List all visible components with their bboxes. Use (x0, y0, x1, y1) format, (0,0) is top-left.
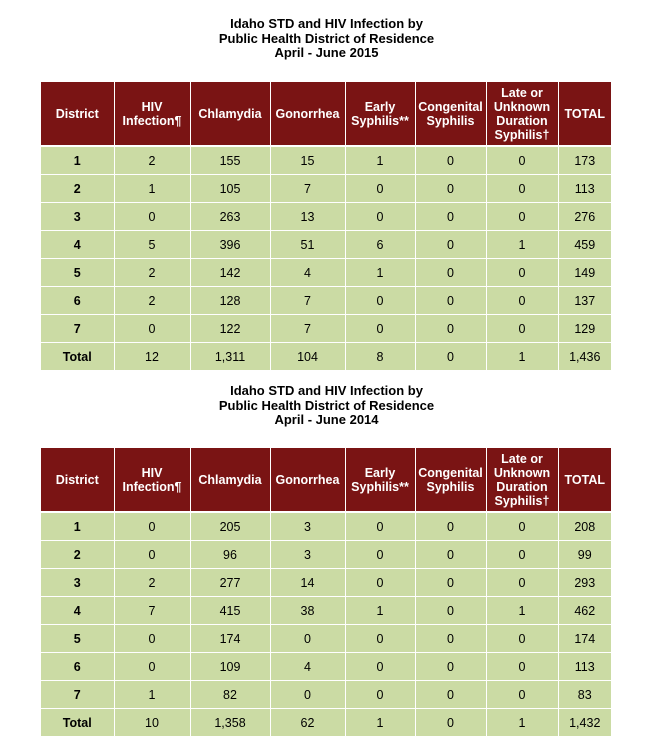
table-cell: 7 (41, 315, 114, 343)
table-cell: 3 (270, 512, 345, 541)
table-cell: 4 (41, 597, 114, 625)
table-cell: 62 (270, 709, 345, 736)
table-cell: 8 (345, 343, 415, 371)
table-cell: 149 (558, 259, 611, 287)
table-cell: 109 (190, 653, 270, 681)
table-cell: 0 (486, 259, 558, 287)
col-header-congenital-syphilis: Congenital Syphilis (415, 82, 486, 146)
title-line: Public Health District of Residence (0, 32, 653, 47)
table-row (41, 569, 611, 597)
table-cell: 4 (41, 231, 114, 259)
table-cell: 0 (415, 175, 486, 203)
table-cell: 0 (486, 512, 558, 541)
title-line: April - June 2014 (0, 413, 653, 428)
table-cell: 0 (345, 203, 415, 231)
table-cell: 1,311 (190, 343, 270, 371)
table-cell: 0 (486, 175, 558, 203)
table-cell: 0 (486, 315, 558, 343)
table-cell: 51 (270, 231, 345, 259)
table-cell: 1,432 (558, 709, 611, 736)
table-cell: 5 (41, 259, 114, 287)
table-cell: 174 (558, 625, 611, 653)
col-header-early-syphilis: Early Syphilis** (345, 448, 415, 512)
table-cell: 0 (114, 653, 190, 681)
header-row (41, 82, 611, 146)
table-cell: 7 (270, 315, 345, 343)
table-cell: 0 (345, 681, 415, 709)
table-cell: 104 (270, 343, 345, 371)
table-cell: 4 (270, 259, 345, 287)
table-row (41, 287, 611, 315)
col-header-hiv: HIV Infection¶ (114, 82, 190, 146)
table-cell: 263 (190, 203, 270, 231)
table-row (41, 231, 611, 259)
col-header-congenital-syphilis: Congenital Syphilis (415, 448, 486, 512)
table-cell: 0 (486, 541, 558, 569)
col-header-total: TOTAL (558, 448, 611, 512)
table-cell: 0 (415, 541, 486, 569)
table-cell: 5 (114, 231, 190, 259)
table-cell: 12 (114, 343, 190, 371)
table-cell: 38 (270, 597, 345, 625)
table-cell: 173 (558, 146, 611, 175)
table-cell: 1 (486, 709, 558, 736)
table-cell: 0 (345, 315, 415, 343)
table-cell: 205 (190, 512, 270, 541)
table-cell: 415 (190, 597, 270, 625)
table-cell: 99 (558, 541, 611, 569)
table-cell: 0 (415, 681, 486, 709)
col-header-early-syphilis: Early Syphilis** (345, 82, 415, 146)
table-cell: 3 (41, 569, 114, 597)
table-cell: 0 (415, 203, 486, 231)
table-cell: 7 (114, 597, 190, 625)
table-cell: 2 (114, 287, 190, 315)
header-row (41, 448, 611, 512)
table-cell: 0 (415, 315, 486, 343)
table-cell: 0 (345, 625, 415, 653)
table-cell: 0 (486, 625, 558, 653)
table-row (41, 625, 611, 653)
table-cell: 0 (415, 512, 486, 541)
table-row (41, 541, 611, 569)
table-cell: 0 (415, 653, 486, 681)
table-cell: 0 (270, 681, 345, 709)
table-cell: 3 (41, 203, 114, 231)
table-cell: 5 (41, 625, 114, 653)
table-cell: 1 (114, 681, 190, 709)
table-cell: 128 (190, 287, 270, 315)
table-row (41, 597, 611, 625)
title-line: Public Health District of Residence (0, 399, 653, 414)
col-header-chlamydia: Chlamydia (190, 448, 270, 512)
col-header-total: TOTAL (558, 82, 611, 146)
table-cell: Total (41, 343, 114, 371)
table-cell: 137 (558, 287, 611, 315)
table-cell: 0 (415, 259, 486, 287)
table-cell: 10 (114, 709, 190, 736)
table-cell: 0 (114, 315, 190, 343)
table-cell: 0 (486, 287, 558, 315)
table-row (41, 653, 611, 681)
table-body-2014 (41, 512, 611, 736)
table-cell: 0 (486, 569, 558, 597)
table-cell: 2 (41, 175, 114, 203)
table-cell: 0 (415, 343, 486, 371)
table-cell: 6 (345, 231, 415, 259)
col-header-gonorrhea: Gonorrhea (270, 82, 345, 146)
table-cell: 0 (415, 709, 486, 736)
table-cell: 129 (558, 315, 611, 343)
table-row (41, 203, 611, 231)
table-title-2014 (0, 384, 653, 428)
table-cell: 2 (114, 569, 190, 597)
table-cell: 0 (486, 681, 558, 709)
table-cell: 1 (41, 512, 114, 541)
table-cell: 0 (114, 625, 190, 653)
table-cell: 1 (345, 259, 415, 287)
table-cell: 7 (270, 175, 345, 203)
table-cell: 277 (190, 569, 270, 597)
table-section-2014 (0, 384, 653, 428)
std-table-2014 (41, 448, 611, 736)
table-cell: 0 (486, 146, 558, 175)
table-cell: 2 (41, 541, 114, 569)
table-cell: 6 (41, 653, 114, 681)
table-cell: 1 (345, 709, 415, 736)
table-cell: 2 (114, 146, 190, 175)
title-line: April - June 2015 (0, 46, 653, 61)
table-cell: 0 (345, 175, 415, 203)
table-cell: 0 (415, 597, 486, 625)
table-section-2015 (0, 17, 653, 61)
table-body-2015 (41, 146, 611, 370)
table-cell: 396 (190, 231, 270, 259)
table-cell: 142 (190, 259, 270, 287)
table-row (41, 146, 611, 175)
table-title-2015 (0, 17, 653, 61)
table-cell: 1 (114, 175, 190, 203)
table-cell: 0 (345, 287, 415, 315)
table-cell: 1 (486, 343, 558, 371)
table-cell: 0 (114, 541, 190, 569)
table-cell: 122 (190, 315, 270, 343)
table-cell: 7 (41, 681, 114, 709)
table-cell: Total (41, 709, 114, 736)
table-row (41, 315, 611, 343)
table-cell: 113 (558, 653, 611, 681)
col-header-district: District (41, 82, 114, 146)
table-cell: 0 (486, 203, 558, 231)
table-cell: 1 (345, 597, 415, 625)
table-cell: 293 (558, 569, 611, 597)
table-cell: 276 (558, 203, 611, 231)
table-cell: 0 (415, 625, 486, 653)
table-cell: 0 (345, 512, 415, 541)
table-row (41, 512, 611, 541)
title-line: Idaho STD and HIV Infection by (0, 384, 653, 399)
col-header-chlamydia: Chlamydia (190, 82, 270, 146)
table-cell: 15 (270, 146, 345, 175)
table-cell: 1 (486, 597, 558, 625)
table-cell: 1 (345, 146, 415, 175)
table-cell: 6 (41, 287, 114, 315)
table-row (41, 681, 611, 709)
table-cell: 0 (114, 203, 190, 231)
table-cell: 1 (486, 231, 558, 259)
table-cell: 13 (270, 203, 345, 231)
title-line: Idaho STD and HIV Infection by (0, 17, 653, 32)
table-cell: 113 (558, 175, 611, 203)
table-cell: 459 (558, 231, 611, 259)
table-cell: 0 (415, 146, 486, 175)
table-cell: 0 (415, 231, 486, 259)
table-row (41, 175, 611, 203)
table-cell: 0 (114, 512, 190, 541)
col-header-gonorrhea: Gonorrhea (270, 448, 345, 512)
std-table-2015 (41, 82, 611, 370)
table-cell: 96 (190, 541, 270, 569)
table-cell: 82 (190, 681, 270, 709)
table-cell: 105 (190, 175, 270, 203)
table-cell: 1,358 (190, 709, 270, 736)
col-header-late-syphilis: Late or Unknown Duration Syphilis† (486, 82, 558, 146)
table-cell: 7 (270, 287, 345, 315)
table-cell: 0 (345, 569, 415, 597)
col-header-late-syphilis: Late or Unknown Duration Syphilis† (486, 448, 558, 512)
table-cell: 0 (486, 653, 558, 681)
table-cell: 3 (270, 541, 345, 569)
total-row (41, 343, 611, 371)
table-cell: 0 (345, 541, 415, 569)
table-cell: 155 (190, 146, 270, 175)
table-cell: 174 (190, 625, 270, 653)
table-cell: 4 (270, 653, 345, 681)
table-cell: 0 (415, 569, 486, 597)
table-cell: 0 (415, 287, 486, 315)
table-cell: 1,436 (558, 343, 611, 371)
table-cell: 83 (558, 681, 611, 709)
table-row (41, 259, 611, 287)
table-cell: 2 (114, 259, 190, 287)
table-cell: 1 (41, 146, 114, 175)
table-cell: 0 (345, 653, 415, 681)
table-cell: 14 (270, 569, 345, 597)
table-cell: 462 (558, 597, 611, 625)
col-header-district: District (41, 448, 114, 512)
col-header-hiv: HIV Infection¶ (114, 448, 190, 512)
table-cell: 208 (558, 512, 611, 541)
table-cell: 0 (270, 625, 345, 653)
